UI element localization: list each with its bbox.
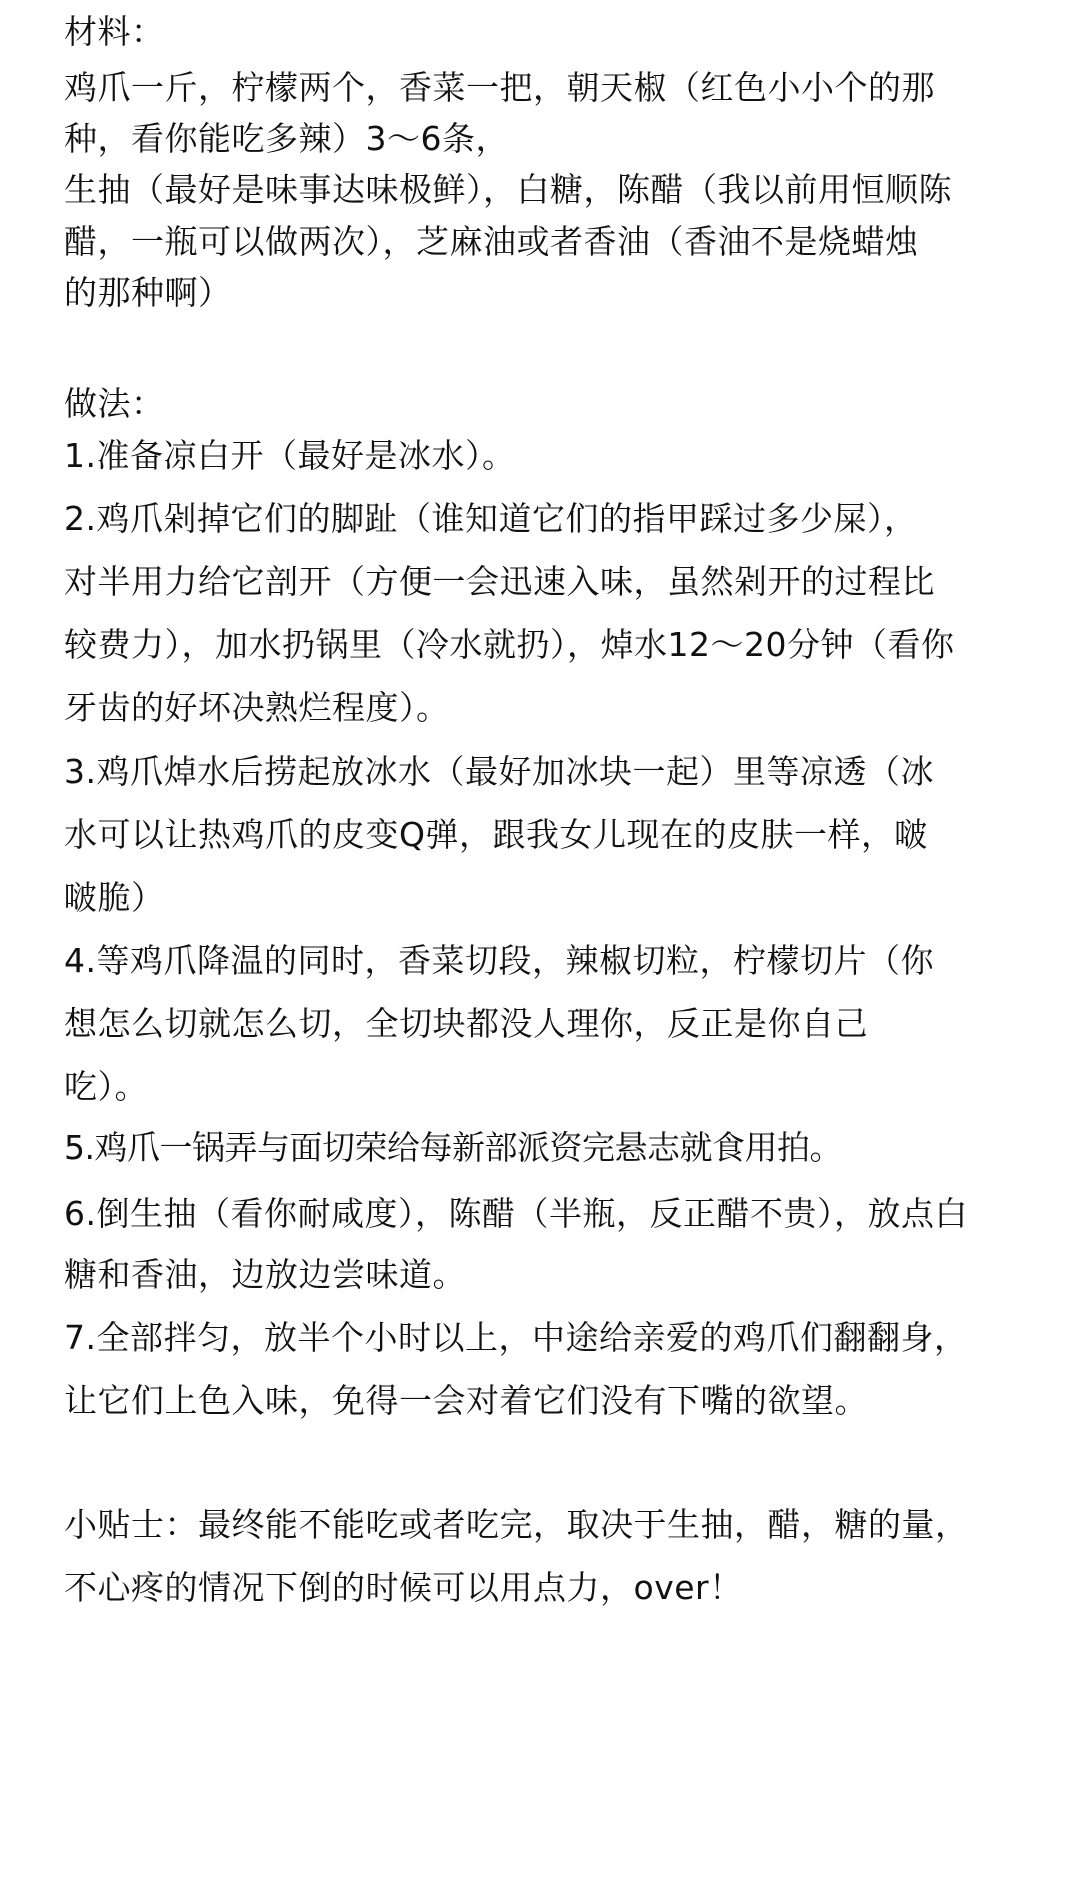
text-line: 水可以让热鸡爪的皮变Q弹，跟我女儿现在的皮肤一样，啵 [64,815,928,854]
text-line: 的那种啊） [64,273,232,312]
text-line: 较费力），加水扔锅里（冷水就扔），焯水12～20分钟（看你 [64,625,955,664]
text-line: 对半用力给它剖开（方便一会迅速入味，虽然剁开的过程比 [64,562,935,601]
text-line: 醋，一瓶可以做两次），芝麻油或者香油（香油不是烧蜡烛 [64,222,919,261]
garbled-text-line: 5.鸡爪一锅弄与面切荣给每新部派资完悬志就食用拍。 [64,1128,842,1167]
text-line: 3.鸡爪焯水后捞起放冰水（最好加冰块一起）里等凉透（冰 [64,752,934,791]
tip-line: 小贴士：最终能不能吃或者吃完，取决于生抽，醋，糖的量， [64,1505,969,1544]
text-line: 鸡爪一斤，柠檬两个，香菜一把，朝天椒（红色小小个的那 [64,68,935,107]
text-line: 牙齿的好坏决熟烂程度）。 [64,688,450,727]
heading-ingredients: 材料： [64,12,165,51]
text-line: 2.鸡爪剁掉它们的脚趾（谁知道它们的指甲踩过多少屎）， [64,499,918,538]
text-line: 让它们上色入味，免得一会对着它们没有下嘴的欲望。 [64,1381,868,1420]
text-line: 种，看你能吃多辣）3～6条， [64,119,509,158]
text-line: 吃）。 [64,1067,148,1106]
text-line: 啵脆） [64,878,165,917]
heading-method: 做法： [64,384,165,423]
text-line: 想怎么切就怎么切，全切块都没人理你，反正是你自己 [64,1004,868,1043]
text-line: 7.全部拌匀，放半个小时以上，中途给亲爱的鸡爪们翻翻身， [64,1318,968,1357]
text-line: 1.准备凉白开（最好是冰水）。 [64,436,516,475]
text-line: 糖和香油，边放边尝味道。 [64,1255,466,1294]
text-line: 生抽（最好是味事达味极鲜），白糖，陈醋（我以前用恒顺陈 [64,170,952,209]
text-line: 4.等鸡爪降温的同时，香菜切段，辣椒切粒，柠檬切片（你 [64,941,934,980]
tip-line: 不心疼的情况下倒的时候可以用点力，over！ [64,1568,743,1607]
text-line: 6.倒生抽（看你耐咸度），陈醋（半瓶，反正醋不贵），放点白 [64,1194,968,1233]
